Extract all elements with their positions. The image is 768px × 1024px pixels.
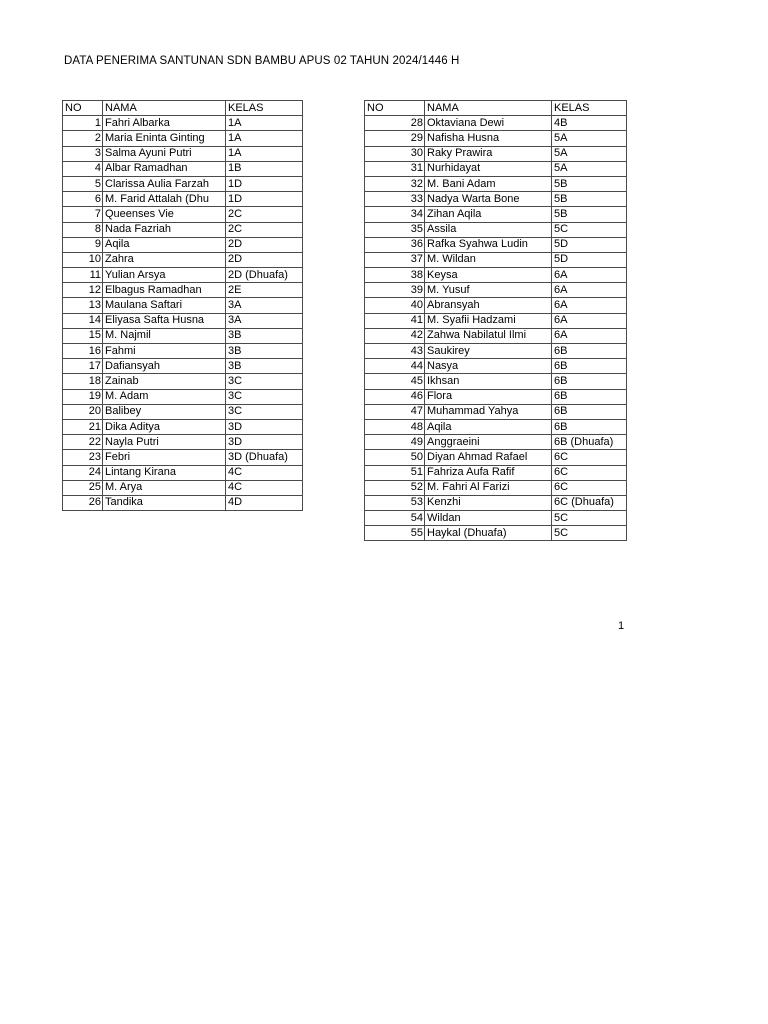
cell-no: 44 bbox=[365, 359, 425, 374]
cell-no: 40 bbox=[365, 298, 425, 313]
table-row bbox=[365, 526, 627, 541]
cell-nama: Clarissa Aulia Farzah bbox=[103, 176, 226, 191]
cell-nama: M. Syafii Hadzami bbox=[425, 313, 552, 328]
cell-kelas: 6A bbox=[552, 328, 627, 343]
cell-no: 10 bbox=[63, 252, 103, 267]
cell-kelas: 2D bbox=[226, 252, 303, 267]
cell-nama: Zihan Aqila bbox=[425, 207, 552, 222]
cell-nama: Dika Aditya bbox=[103, 419, 226, 434]
cell-nama: Kenzhi bbox=[425, 495, 552, 510]
cell-kelas: 2C bbox=[226, 222, 303, 237]
table-row bbox=[63, 252, 303, 267]
cell-nama: Oktaviana Dewi bbox=[425, 116, 552, 131]
table-row bbox=[365, 207, 627, 222]
cell-no: 25 bbox=[63, 480, 103, 495]
table-row bbox=[63, 359, 303, 374]
cell-nama: Nafisha Husna bbox=[425, 131, 552, 146]
cell-kelas: 5A bbox=[552, 131, 627, 146]
table-row bbox=[63, 222, 303, 237]
cell-nama: M. Yusuf bbox=[425, 283, 552, 298]
cell-nama: Keysa bbox=[425, 268, 552, 283]
cell-nama: Zahwa Nabilatul Ilmi bbox=[425, 328, 552, 343]
header-no: NO bbox=[365, 101, 425, 116]
cell-kelas: 6A bbox=[552, 313, 627, 328]
cell-nama: Tandika bbox=[103, 495, 226, 510]
cell-kelas: 1A bbox=[226, 131, 303, 146]
cell-kelas: 6C bbox=[552, 465, 627, 480]
cell-kelas: 1D bbox=[226, 192, 303, 207]
cell-kelas: 5B bbox=[552, 207, 627, 222]
cell-no: 39 bbox=[365, 283, 425, 298]
table-row bbox=[365, 116, 627, 131]
table-row bbox=[63, 161, 303, 176]
table-row bbox=[63, 313, 303, 328]
table-row bbox=[365, 344, 627, 359]
table-row bbox=[63, 480, 303, 495]
cell-nama: Aqila bbox=[103, 237, 226, 252]
cell-no: 6 bbox=[63, 192, 103, 207]
cell-nama: M. Farid Attalah (Dhu bbox=[103, 192, 226, 207]
cell-no: 14 bbox=[63, 313, 103, 328]
cell-kelas: 6C bbox=[552, 480, 627, 495]
cell-nama: M. Bani Adam bbox=[425, 176, 552, 191]
table-row bbox=[63, 389, 303, 404]
table-row bbox=[63, 374, 303, 389]
cell-kelas: 3C bbox=[226, 389, 303, 404]
table-row bbox=[365, 131, 627, 146]
table-row bbox=[365, 328, 627, 343]
cell-no: 34 bbox=[365, 207, 425, 222]
cell-kelas: 3C bbox=[226, 404, 303, 419]
table-row bbox=[365, 283, 627, 298]
table-row bbox=[365, 192, 627, 207]
table-row bbox=[63, 237, 303, 252]
cell-no: 54 bbox=[365, 511, 425, 526]
cell-nama: Saukirey bbox=[425, 344, 552, 359]
cell-kelas: 5B bbox=[552, 192, 627, 207]
cell-no: 49 bbox=[365, 435, 425, 450]
cell-nama: Raky Prawira bbox=[425, 146, 552, 161]
cell-no: 48 bbox=[365, 419, 425, 434]
cell-no: 4 bbox=[63, 161, 103, 176]
recipients-table-left bbox=[62, 100, 303, 511]
cell-no: 5 bbox=[63, 176, 103, 191]
header-kelas: KELAS bbox=[552, 101, 627, 116]
cell-nama: Diyan Ahmad Rafael bbox=[425, 450, 552, 465]
cell-no: 21 bbox=[63, 419, 103, 434]
cell-kelas: 6B bbox=[552, 404, 627, 419]
table-row bbox=[365, 237, 627, 252]
cell-nama: Salma Ayuni Putri bbox=[103, 146, 226, 161]
cell-no: 28 bbox=[365, 116, 425, 131]
cell-nama: Fahri Albarka bbox=[103, 116, 226, 131]
table-row bbox=[63, 131, 303, 146]
table-row bbox=[365, 419, 627, 434]
cell-no: 26 bbox=[63, 495, 103, 510]
cell-nama: Anggraeini bbox=[425, 435, 552, 450]
table-row bbox=[365, 146, 627, 161]
cell-nama: Muhammad Yahya bbox=[425, 404, 552, 419]
cell-nama: Haykal (Dhuafa) bbox=[425, 526, 552, 541]
cell-nama: M. Fahri Al Farizi bbox=[425, 480, 552, 495]
cell-kelas: 4C bbox=[226, 480, 303, 495]
table-row bbox=[63, 268, 303, 283]
table-row bbox=[63, 419, 303, 434]
table-row bbox=[365, 480, 627, 495]
cell-no: 12 bbox=[63, 283, 103, 298]
cell-kelas: 6B bbox=[552, 344, 627, 359]
cell-nama: Maria Eninta Ginting bbox=[103, 131, 226, 146]
cell-no: 24 bbox=[63, 465, 103, 480]
table-row bbox=[365, 511, 627, 526]
cell-nama: Nada Fazriah bbox=[103, 222, 226, 237]
page-number: 1 bbox=[618, 620, 625, 632]
cell-kelas: 6C (Dhuafa) bbox=[552, 495, 627, 510]
cell-nama: Yulian Arsya bbox=[103, 268, 226, 283]
cell-nama: Abransyah bbox=[425, 298, 552, 313]
cell-kelas: 1A bbox=[226, 146, 303, 161]
cell-nama: Assila bbox=[425, 222, 552, 237]
cell-nama: Balibey bbox=[103, 404, 226, 419]
cell-no: 23 bbox=[63, 450, 103, 465]
cell-kelas: 2C bbox=[226, 207, 303, 222]
cell-nama: M. Arya bbox=[103, 480, 226, 495]
cell-nama: Wildan bbox=[425, 511, 552, 526]
table-row bbox=[365, 359, 627, 374]
cell-kelas: 5A bbox=[552, 161, 627, 176]
cell-kelas: 5A bbox=[552, 146, 627, 161]
table-row bbox=[63, 465, 303, 480]
cell-kelas: 4C bbox=[226, 465, 303, 480]
cell-no: 35 bbox=[365, 222, 425, 237]
table-row bbox=[63, 146, 303, 161]
cell-nama: M. Najmil bbox=[103, 328, 226, 343]
cell-no: 38 bbox=[365, 268, 425, 283]
cell-kelas: 6C bbox=[552, 450, 627, 465]
cell-nama: Zahra bbox=[103, 252, 226, 267]
cell-no: 43 bbox=[365, 344, 425, 359]
cell-nama: Zainab bbox=[103, 374, 226, 389]
cell-nama: Flora bbox=[425, 389, 552, 404]
cell-no: 16 bbox=[63, 344, 103, 359]
cell-no: 15 bbox=[63, 328, 103, 343]
cell-kelas: 2D (Dhuafa) bbox=[226, 268, 303, 283]
cell-kelas: 3D (Dhuafa) bbox=[226, 450, 303, 465]
table-row bbox=[63, 192, 303, 207]
cell-nama: Aqila bbox=[425, 419, 552, 434]
table-row bbox=[63, 176, 303, 191]
table-row bbox=[63, 495, 303, 510]
table-row bbox=[63, 435, 303, 450]
cell-no: 47 bbox=[365, 404, 425, 419]
cell-no: 9 bbox=[63, 237, 103, 252]
cell-kelas: 3C bbox=[226, 374, 303, 389]
cell-nama: Dafiansyah bbox=[103, 359, 226, 374]
cell-nama: Elbagus Ramadhan bbox=[103, 283, 226, 298]
cell-no: 41 bbox=[365, 313, 425, 328]
cell-no: 17 bbox=[63, 359, 103, 374]
cell-kelas: 6B bbox=[552, 419, 627, 434]
cell-no: 37 bbox=[365, 252, 425, 267]
cell-no: 42 bbox=[365, 328, 425, 343]
table-header-row bbox=[63, 101, 303, 116]
cell-kelas: 2E bbox=[226, 283, 303, 298]
cell-kelas: 6B bbox=[552, 374, 627, 389]
table-row bbox=[365, 176, 627, 191]
cell-kelas: 3B bbox=[226, 344, 303, 359]
cell-kelas: 3D bbox=[226, 435, 303, 450]
table-header-row bbox=[365, 101, 627, 116]
cell-nama: Eliyasa Safta Husna bbox=[103, 313, 226, 328]
table-row bbox=[63, 207, 303, 222]
cell-no: 36 bbox=[365, 237, 425, 252]
cell-nama: Nasya bbox=[425, 359, 552, 374]
cell-no: 31 bbox=[365, 161, 425, 176]
cell-kelas: 5C bbox=[552, 511, 627, 526]
table-row bbox=[365, 450, 627, 465]
cell-no: 3 bbox=[63, 146, 103, 161]
cell-no: 50 bbox=[365, 450, 425, 465]
cell-no: 2 bbox=[63, 131, 103, 146]
cell-kelas: 6B (Dhuafa) bbox=[552, 435, 627, 450]
cell-nama: M. Adam bbox=[103, 389, 226, 404]
cell-kelas: 6B bbox=[552, 389, 627, 404]
cell-no: 8 bbox=[63, 222, 103, 237]
cell-kelas: 5D bbox=[552, 237, 627, 252]
table-row bbox=[63, 298, 303, 313]
table-row bbox=[63, 404, 303, 419]
table-row bbox=[63, 450, 303, 465]
header-nama: NAMA bbox=[425, 101, 552, 116]
cell-no: 51 bbox=[365, 465, 425, 480]
table-row bbox=[63, 283, 303, 298]
cell-nama: M. Wildan bbox=[425, 252, 552, 267]
cell-kelas: 4D bbox=[226, 495, 303, 510]
table-row bbox=[365, 161, 627, 176]
table-row bbox=[365, 222, 627, 237]
table-row bbox=[365, 252, 627, 267]
cell-no: 18 bbox=[63, 374, 103, 389]
table-row bbox=[365, 495, 627, 510]
cell-kelas: 6A bbox=[552, 283, 627, 298]
cell-nama: Fahmi bbox=[103, 344, 226, 359]
cell-kelas: 5C bbox=[552, 526, 627, 541]
cell-no: 46 bbox=[365, 389, 425, 404]
cell-kelas: 5B bbox=[552, 176, 627, 191]
cell-no: 11 bbox=[63, 268, 103, 283]
table-row bbox=[365, 389, 627, 404]
table-row bbox=[365, 268, 627, 283]
cell-no: 22 bbox=[63, 435, 103, 450]
table-row bbox=[365, 298, 627, 313]
cell-kelas: 6A bbox=[552, 298, 627, 313]
cell-kelas: 6B bbox=[552, 359, 627, 374]
cell-no: 20 bbox=[63, 404, 103, 419]
cell-kelas: 3A bbox=[226, 313, 303, 328]
table-row bbox=[365, 435, 627, 450]
cell-no: 7 bbox=[63, 207, 103, 222]
cell-no: 13 bbox=[63, 298, 103, 313]
header-kelas: KELAS bbox=[226, 101, 303, 116]
cell-kelas: 1D bbox=[226, 176, 303, 191]
cell-no: 19 bbox=[63, 389, 103, 404]
cell-kelas: 3B bbox=[226, 359, 303, 374]
cell-no: 30 bbox=[365, 146, 425, 161]
cell-kelas: 3D bbox=[226, 419, 303, 434]
table-row bbox=[365, 465, 627, 480]
cell-no: 55 bbox=[365, 526, 425, 541]
cell-nama: Queenses Vie bbox=[103, 207, 226, 222]
cell-no: 53 bbox=[365, 495, 425, 510]
cell-kelas: 5C bbox=[552, 222, 627, 237]
cell-kelas: 3B bbox=[226, 328, 303, 343]
cell-no: 32 bbox=[365, 176, 425, 191]
cell-nama: Ikhsan bbox=[425, 374, 552, 389]
header-nama: NAMA bbox=[103, 101, 226, 116]
document-title: DATA PENERIMA SANTUNAN SDN BAMBU APUS 02 TAHUN 2024/1446 H bbox=[64, 55, 460, 67]
cell-kelas: 2D bbox=[226, 237, 303, 252]
cell-no: 52 bbox=[365, 480, 425, 495]
cell-no: 33 bbox=[365, 192, 425, 207]
cell-nama: Nurhidayat bbox=[425, 161, 552, 176]
header-no: NO bbox=[63, 101, 103, 116]
cell-kelas: 5D bbox=[552, 252, 627, 267]
cell-nama: Nadya Warta Bone bbox=[425, 192, 552, 207]
cell-no: 1 bbox=[63, 116, 103, 131]
cell-nama: Febri bbox=[103, 450, 226, 465]
table-row bbox=[365, 313, 627, 328]
cell-nama: Lintang Kirana bbox=[103, 465, 226, 480]
table-row bbox=[365, 374, 627, 389]
table-row bbox=[365, 404, 627, 419]
table-row bbox=[63, 116, 303, 131]
cell-nama: Albar Ramadhan bbox=[103, 161, 226, 176]
recipients-table-right bbox=[364, 100, 627, 541]
cell-no: 29 bbox=[365, 131, 425, 146]
cell-kelas: 4B bbox=[552, 116, 627, 131]
table-row bbox=[63, 328, 303, 343]
cell-nama: Rafka Syahwa Ludin bbox=[425, 237, 552, 252]
cell-kelas: 6A bbox=[552, 268, 627, 283]
cell-no: 45 bbox=[365, 374, 425, 389]
cell-nama: Nayla Putri bbox=[103, 435, 226, 450]
cell-kelas: 1A bbox=[226, 116, 303, 131]
cell-nama: Maulana Saftari bbox=[103, 298, 226, 313]
cell-nama: Fahriza Aufa Rafif bbox=[425, 465, 552, 480]
cell-kelas: 1B bbox=[226, 161, 303, 176]
cell-kelas: 3A bbox=[226, 298, 303, 313]
table-row bbox=[63, 344, 303, 359]
